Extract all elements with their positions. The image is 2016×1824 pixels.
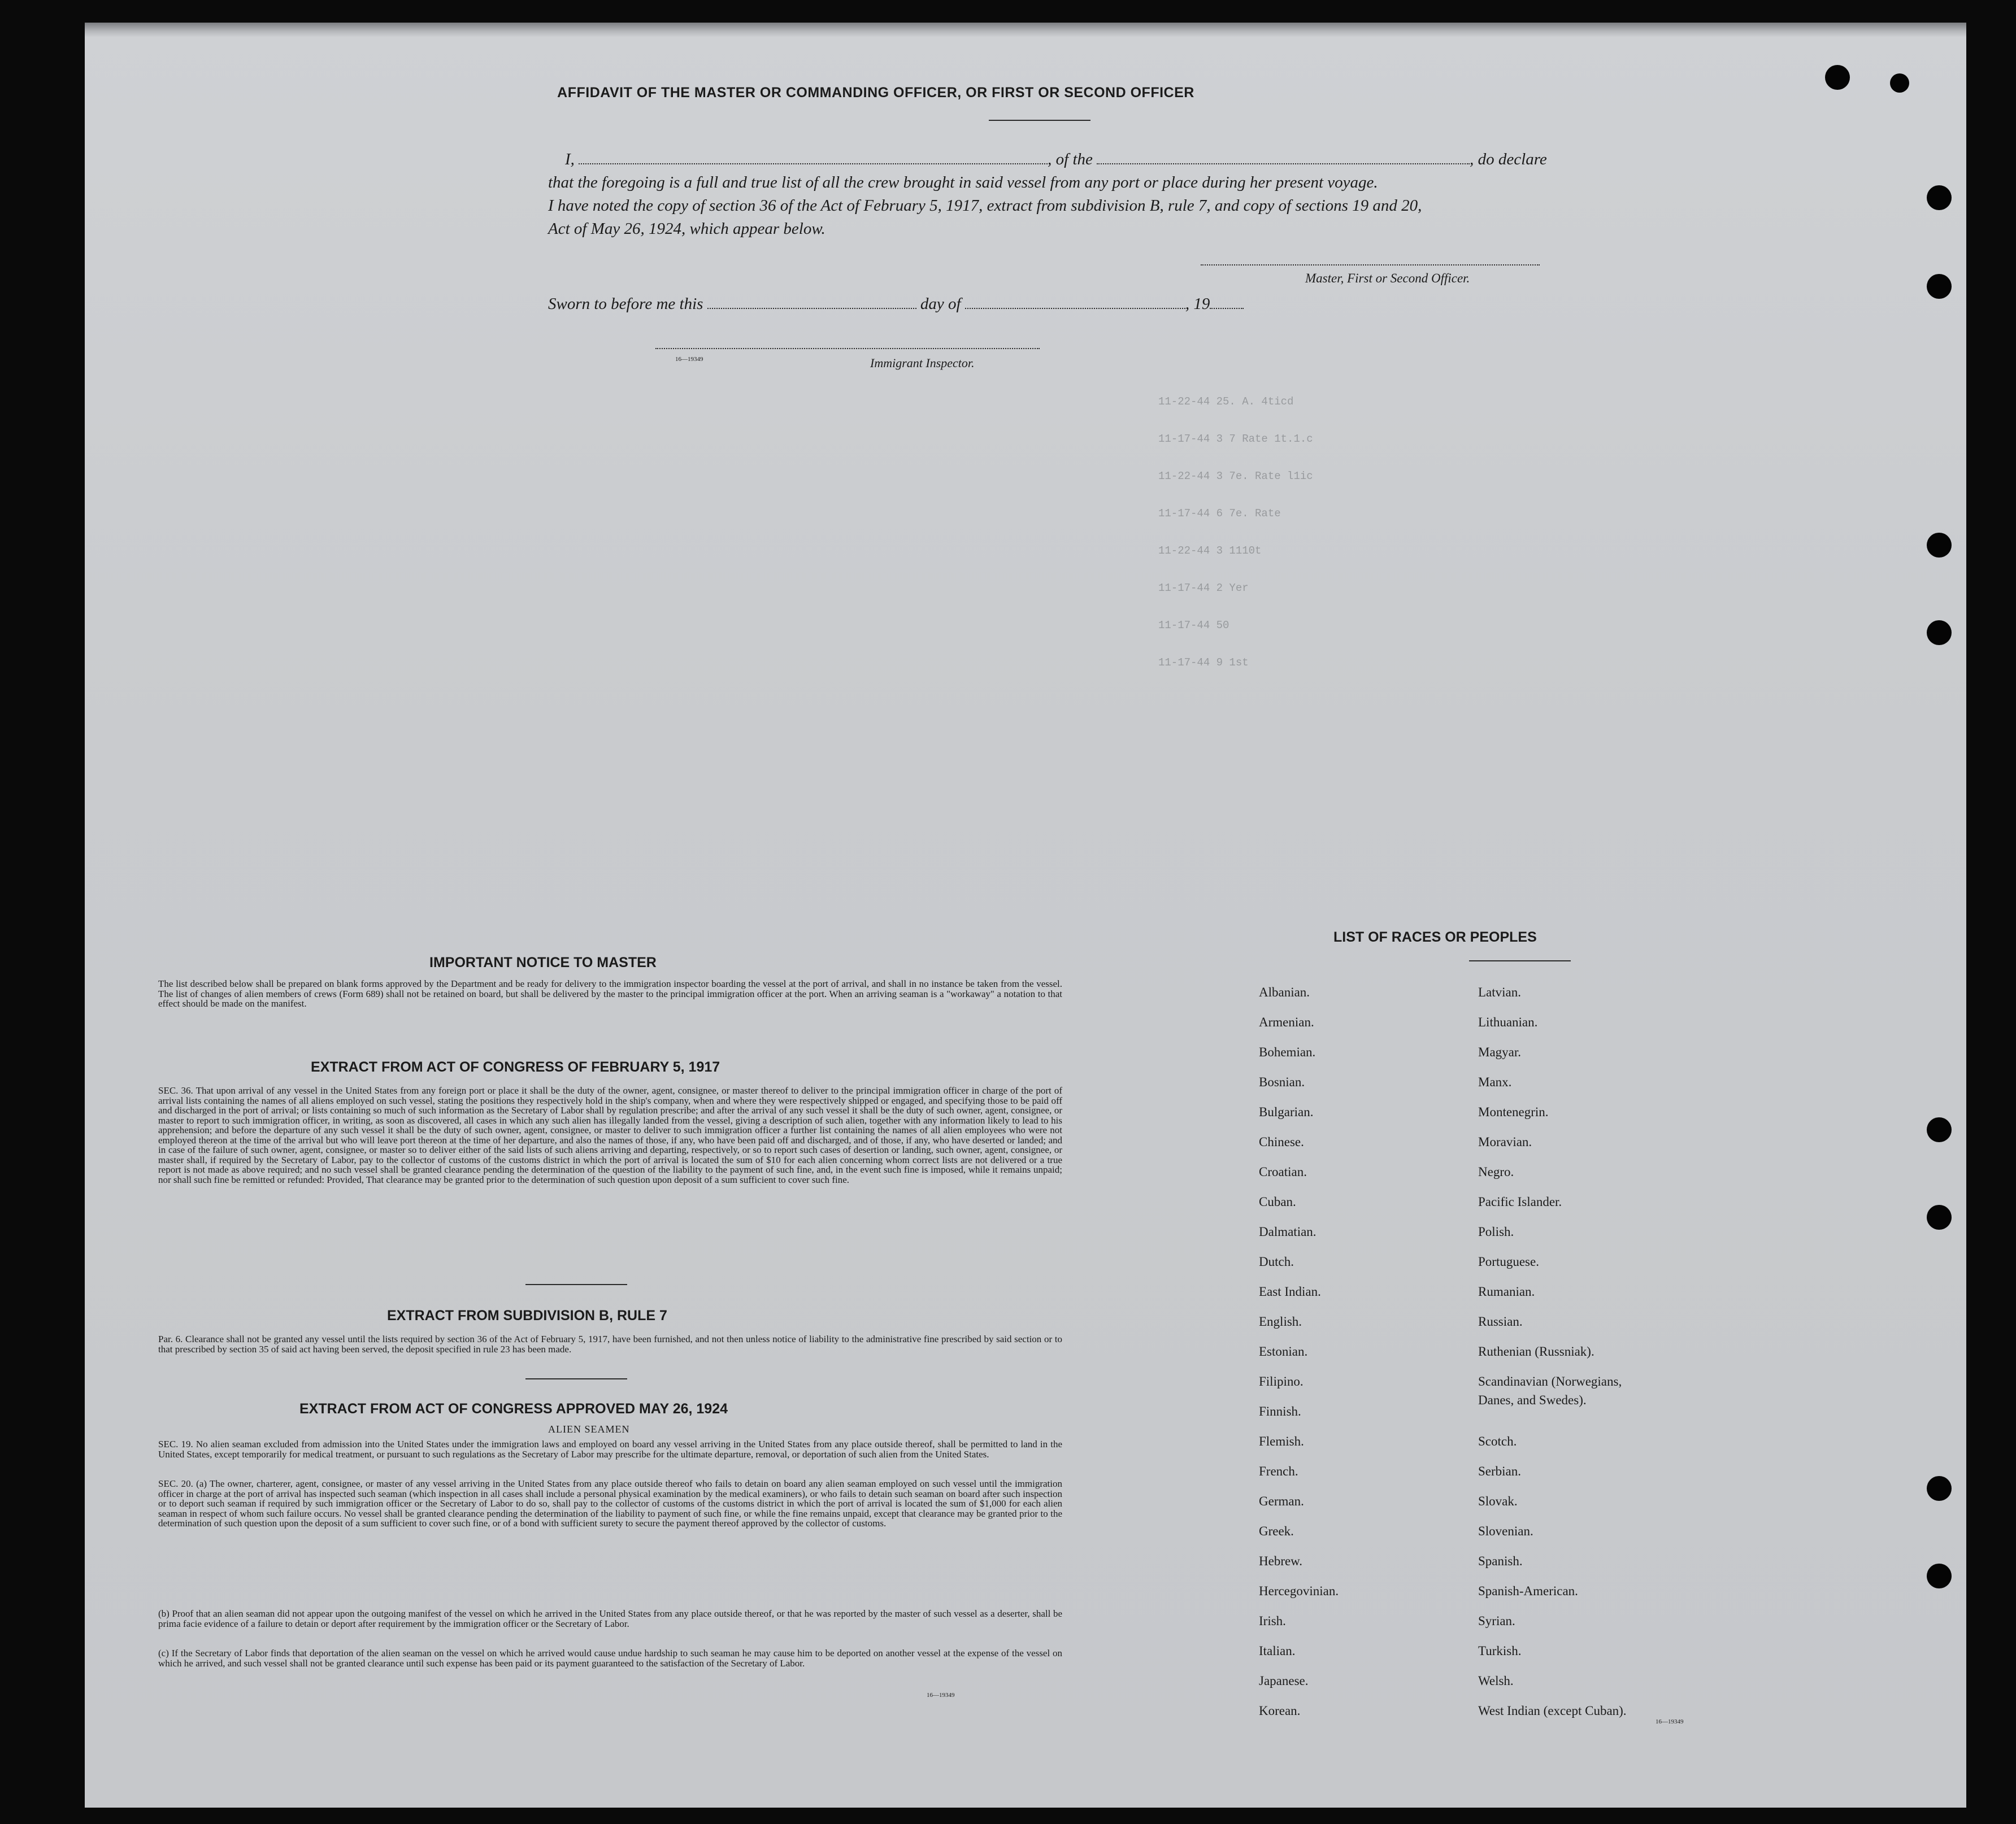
sworn-year-blank[interactable] <box>1210 295 1244 309</box>
race-item: French. <box>1259 1464 1298 1478</box>
race-item: Scotch. <box>1478 1434 1517 1448</box>
sworn-year: , 19 <box>1185 295 1210 313</box>
race-item: West Indian (except Cuban). <box>1478 1704 1627 1718</box>
race-item: Turkish. <box>1478 1644 1522 1658</box>
affidavit-i: I, <box>565 150 575 168</box>
race-item: Hercegovinian. <box>1259 1584 1339 1598</box>
punch-hole <box>1890 73 1909 93</box>
affidavit-line-1 <box>548 148 1667 171</box>
master-signature-blank[interactable] <box>1201 264 1540 265</box>
master-name-blank[interactable] <box>579 151 1048 164</box>
extract-1924-heading: EXTRACT FROM ACT OF CONGRESS APPROVED MAY 26, 1924 <box>299 1401 728 1417</box>
race-item: Moravian. <box>1478 1135 1532 1149</box>
punch-hole <box>1927 185 1952 210</box>
race-item: Slovenian. <box>1478 1524 1533 1538</box>
race-item: Dutch. <box>1259 1255 1294 1269</box>
race-item: Croatian. <box>1259 1165 1307 1179</box>
race-item: Albanian. <box>1259 985 1310 999</box>
race-item: Spanish-American. <box>1478 1584 1578 1598</box>
race-item: Manx. <box>1478 1075 1512 1089</box>
race-item: Welsh. <box>1478 1674 1514 1688</box>
affidavit-of-the: , of the <box>1048 150 1093 168</box>
notice-body: The list described below shall be prepared on blank forms approved by the Department and be ready for delivery to the immigration inspector boarding the vessel at the port of arrival, and shall in no instance be taken from the vessel. The list of changes of alien members of crews (Form 689) shall not be retained on board, but shall be delivered by the master to the principal immigration officer at the port. When an arriving seaman is a "workaway" a notation to that effect should be made on the manifest. <box>158 978 1062 1009</box>
race-item: Bohemian. <box>1259 1045 1316 1059</box>
sworn-month-blank[interactable] <box>965 295 1185 309</box>
race-item: Pacific Islander. <box>1478 1195 1562 1209</box>
race-item: Bulgarian. <box>1259 1105 1314 1119</box>
section-divider <box>525 1378 627 1379</box>
race-item: German. <box>1259 1494 1304 1508</box>
race-item: Spanish. <box>1478 1554 1523 1568</box>
race-item: Hebrew. <box>1259 1554 1303 1568</box>
race-item: Rumanian. <box>1478 1285 1535 1299</box>
race-item: Flemish. <box>1259 1434 1304 1448</box>
title-divider <box>989 120 1090 121</box>
races-divider <box>1469 960 1571 961</box>
bleed-line: 11-17-44 9 1st <box>1158 656 1249 669</box>
bleed-line: 11-17-44 50 <box>1158 619 1229 632</box>
bleed-line: 11-17-44 2 Yer <box>1158 582 1249 594</box>
race-item: Armenian. <box>1259 1015 1314 1029</box>
races-heading: LIST OF RACES OR PEOPLES <box>1333 929 1537 945</box>
section-divider <box>525 1284 627 1285</box>
punch-hole <box>1825 65 1850 90</box>
punch-hole <box>1927 274 1952 299</box>
punch-hole <box>1927 620 1952 645</box>
race-item: Magyar. <box>1478 1045 1522 1059</box>
page-top-shadow <box>85 23 1966 37</box>
bleed-line: 11-22-44 25. A. 4ticd <box>1158 395 1294 408</box>
race-item: Greek. <box>1259 1524 1294 1538</box>
race-item: Filipino. <box>1259 1374 1304 1388</box>
punch-hole <box>1927 1564 1952 1588</box>
race-item: Portuguese. <box>1478 1255 1539 1269</box>
form-number-right: 16—19349 <box>1656 1718 1684 1725</box>
form-number-top: 16—19349 <box>675 356 703 363</box>
race-item: Korean. <box>1259 1704 1301 1718</box>
sec-20c-body: (c) If the Secretary of Labor finds that deportation of the alien seaman on the vessel on which he arrived would cause undue hardship to such seaman he may cause him to be deported on another vessel at the expense of the vessel on which he arrived, and such vessel shall not be granted clearance until such expense has been paid or its payment guaranteed to the satisfaction of the Secretary of Labor. <box>158 1648 1062 1669</box>
race-item: Russian. <box>1478 1314 1523 1329</box>
race-item: Cuban. <box>1259 1195 1296 1209</box>
affidavit-declare: , do declare <box>1470 150 1547 168</box>
form-number-left: 16—19349 <box>927 1692 955 1699</box>
affidavit-line-2: that the foregoing is a full and true list of all the crew brought in said vessel from any port or place during her present voyage. <box>548 173 1378 191</box>
affidavit-title: AFFIDAVIT OF THE MASTER OR COMMANDING OFFICER, OR FIRST OR SECOND OFFICER <box>557 85 1194 101</box>
document-page <box>85 23 1966 1808</box>
subdivision-b-body: Par. 6. Clearance shall not be granted any vessel until the lists required by section 36 of the Act of February 5, 1917, have been furnished, and not then unless notice of liability to the administrative fine prescribed by said section or to that prescribed by section 35 of said act having been served, the deposit specified in rule 23 has been made. <box>158 1334 1062 1355</box>
punch-hole <box>1927 533 1952 558</box>
race-item: English. <box>1259 1314 1302 1329</box>
sec-20b-body: (b) Proof that an alien seaman did not appear upon the outgoing manifest of the vessel on which he arrived in the United States from any place outside thereof, or that he was reported by the master of such vessel as a deserter, shall be prima facie evidence of a failure to detain or deport after requirement by the immigration officer or the Secretary of Labor. <box>158 1608 1062 1629</box>
race-item: Irish. <box>1259 1614 1286 1628</box>
extract-1917-body: SEC. 36. That upon arrival of any vessel in the United States from any foreign port or place it shall be the duty of the owner, agent, consignee, or master thereof to deliver to the principal immigration officer in charge of the port of arrival lists containing the names of all aliens employed on such vessel, stating the positions they respectively hold in the ship's company, when and where they were respectively shipped or engaged, and specifying those to be paid off and discharged in the port of arrival; or lists containing so much of such information as the Secretary of Labor shall by regulation prescribe; and after the arrival of any such vessel it shall be the duty of such owner, agent, consignee, or master to report to such immigration officer, in writing, as soon as discovered, all cases in which any such alien has illegally landed from the vessel, giving a description of such alien, together with any information likely to lead to his apprehension; and before the departure of any such vessel it shall be the duty of such owner, agent, consignee, or master to deliver to such immigration officer a further list containing the names of all alien employees who were not employed thereon at the time of the arrival but who will leave port thereon at the time of her departure, and also the names of those, if any, who have been paid off and discharged, and of those, if any, who have deserted or landed; and in case of the failure of such owner, agent, consignee, or master so to deliver either of the said lists of such aliens arriving and departing, respectively, or so to report such cases of desertion or landing, such owner, agent, consignee, or master shall, if required by the Secretary of Labor, pay to the collector of customs of the customs district in which the port of arrival is located the sum of $10 for each alien concerning whom correct lists are not delivered or a true report is not made as above required; and no such vessel shall be granted clearance pending the determination of the question of the liability to the payment of such fine, and, in the event such fine is imposed, while it remains unpaid; nor shall such fine be remitted or refunded: Provided, That clearance may be granted prior to the determination of such question upon deposit of a sum sufficient to cover such fine. <box>158 1085 1062 1185</box>
signature-caption: Master, First or Second Officer. <box>1305 271 1470 285</box>
race-item: Scandinavian (Norwegians, <box>1478 1374 1622 1388</box>
sec-20a-body: SEC. 20. (a) The owner, charterer, agent, consignee, or master of any vessel arriving in the United States from any place outside thereof who fails to detain on board any alien seaman employed on such vessel until the immigration officer in charge at the port of arrival has inspected such seaman (which inspection in all cases shall include a personal physical examination by the medical examiners), or who fails to detain such seaman on board after such inspection or to deport such seaman if required by such immigration officer or the Secretary of Labor to do so, shall pay to the collector of customs of the customs district in which the port of arrival is located the sum of $1,000 for each alien seaman in respect of whom such failure occurs. No vessel shall be granted clearance pending the determination of the liability to payment of such fine, or while the fine remains unpaid, except that clearance may be granted prior to the determination of such question upon the deposit of a sum sufficient to cover such fine, or of a bond with sufficient surety to secure the payment thereof approved by the collector of customs. <box>158 1478 1062 1529</box>
sworn-date-blank[interactable] <box>707 295 916 309</box>
race-item: Finnish. <box>1259 1404 1301 1418</box>
punch-hole <box>1927 1117 1952 1142</box>
race-item: Dalmatian. <box>1259 1225 1317 1239</box>
race-item: Italian. <box>1259 1644 1296 1658</box>
bleed-line: 11-22-44 3 7e. Rate l1ic <box>1158 470 1313 482</box>
inspector-signature-blank[interactable] <box>655 348 1040 349</box>
race-item: Latvian. <box>1478 985 1521 999</box>
race-item: Bosnian. <box>1259 1075 1305 1089</box>
race-item: Negro. <box>1478 1165 1514 1179</box>
subdivision-b-heading: EXTRACT FROM SUBDIVISION B, RULE 7 <box>387 1308 667 1324</box>
race-item: Chinese. <box>1259 1135 1304 1149</box>
race-item: Ruthenian (Russniak). <box>1478 1344 1594 1359</box>
bleed-line: 11-17-44 3 7 Rate 1t.1.c <box>1158 433 1313 445</box>
race-item: Estonian. <box>1259 1344 1308 1359</box>
sworn-prefix: Sworn to before me this <box>548 295 703 313</box>
notice-heading: IMPORTANT NOTICE TO MASTER <box>429 955 657 970</box>
race-item: Syrian. <box>1478 1614 1515 1628</box>
race-item: Danes, and Swedes). <box>1478 1393 1587 1407</box>
sworn-day-of: day of <box>920 295 961 313</box>
race-item: Lithuanian. <box>1478 1015 1538 1029</box>
vessel-name-blank[interactable] <box>1097 151 1470 164</box>
alien-seamen-subheading: ALIEN SEAMEN <box>548 1423 630 1435</box>
race-item: Serbian. <box>1478 1464 1522 1478</box>
punch-hole <box>1927 1205 1952 1230</box>
race-item: Slovak. <box>1478 1494 1518 1508</box>
sworn-line <box>548 295 1244 314</box>
bleed-line: 11-17-44 6 7e. Rate <box>1158 507 1281 520</box>
race-item: Montenegrin. <box>1478 1105 1549 1119</box>
extract-1917-heading: EXTRACT FROM ACT OF CONGRESS OF FEBRUARY 5, 1917 <box>311 1059 720 1075</box>
bleed-line: 11-22-44 3 1110t <box>1158 545 1262 557</box>
punch-hole <box>1927 1476 1952 1501</box>
affidavit-line-3: I have noted the copy of section 36 of the Act of February 5, 1917, extract from subdivision B, rule 7, and copy of sections 19 and 20, <box>548 197 1422 215</box>
sec-19-body: SEC. 19. No alien seaman excluded from admission into the United States under the immigration laws and employed on board any vessel arriving in the United States from any place outside thereof, shall be permitted to land in the United States, except temporarily for medical treatment, or pursuant to such regulations as the Secretary of Labor may prescribe for the ultimate departure, removal, or deportation of such alien from the United States. <box>158 1439 1062 1460</box>
inspector-caption: Immigrant Inspector. <box>870 356 975 370</box>
affidavit-line-4: Act of May 26, 1924, which appear below. <box>548 220 825 238</box>
race-item: Polish. <box>1478 1225 1514 1239</box>
race-item: East Indian. <box>1259 1285 1321 1299</box>
race-item: Japanese. <box>1259 1674 1309 1688</box>
affidavit-paragraph <box>548 148 1667 241</box>
